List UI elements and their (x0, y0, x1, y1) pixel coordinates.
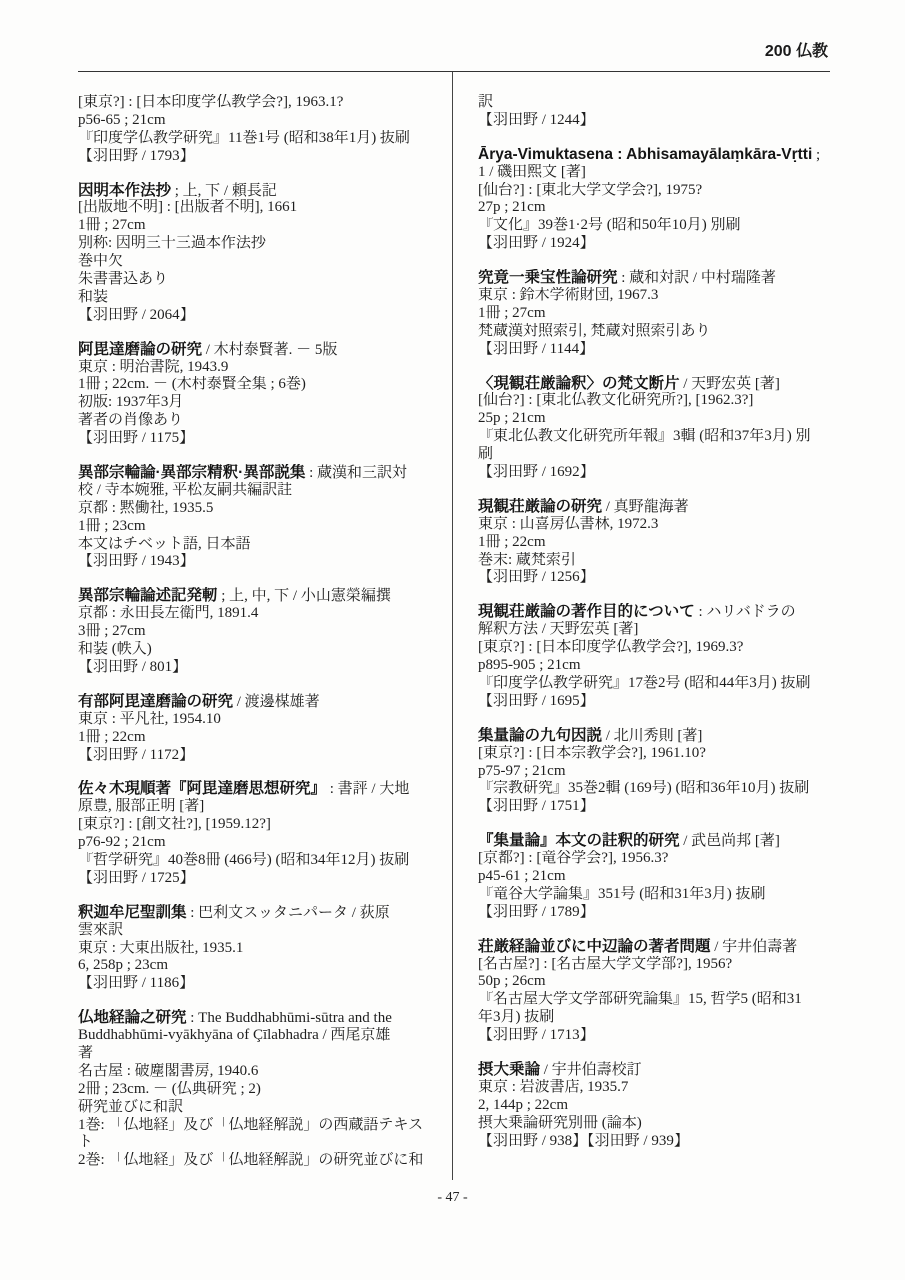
entry-detail-line: 校 / 寺本婉雅, 平松友嗣共編訳註 (78, 481, 293, 498)
entry-detail-line: 原豊, 服部正明 [著] (78, 798, 205, 815)
entry-detail-line: [東京?] : [日本宗教学会?], 1961.10? (478, 744, 706, 761)
entry-title: Ārya-Vimuktasena : Abhisamayālaṃkāra-Vṛtti (478, 145, 813, 163)
entry-detail-line: 刷 (478, 446, 494, 463)
holding-line: 【羽田野 / 801】 (78, 658, 188, 675)
entry-heading-line (478, 1061, 834, 1079)
entry-title: 因明本作法抄 (78, 181, 172, 199)
holding-line: 【羽田野 / 938】【羽田野 / 939】 (478, 1132, 689, 1149)
holding-line: 【羽田野 / 1943】 (78, 553, 195, 570)
entry-title: 摂大乗論 (478, 1060, 541, 1078)
entry-detail-line: 著者の肖像あり (78, 412, 184, 429)
entry-detail-line: 解釈方法 / 天野宏英 [著] (478, 621, 639, 638)
entry-detail-line: [東京?] : [創文社?], [1959.12?] (78, 816, 271, 833)
entry-detail-line: Buddhabhūmi-vyākhyāna of Çīlabhadra / 西尾京雄 (78, 1027, 391, 1044)
catalog-entry (478, 498, 834, 587)
entry-title: 集量論の九句因説 (478, 726, 603, 744)
entry-heading-line (478, 269, 834, 287)
entry-title: 異部宗輪論述記発軔 (78, 587, 218, 605)
entry-detail-line: 2, 144p ; 22cm (478, 1096, 568, 1113)
holding-line: 【羽田野 / 1713】 (478, 1027, 595, 1044)
entry-detail-line: 1 / 磯田熙文 [著] (478, 163, 586, 180)
entry-detail-line: 和装 (帙入) (78, 641, 152, 658)
entry-detail-line: 研究並びに和訳 (78, 1098, 184, 1115)
entry-heading-line (478, 832, 834, 850)
entry-detail-line: 1冊 ; 27cm (78, 217, 146, 234)
entry-detail-line: 2巻: 「仏地経」及び「仏地経解説」の研究並びに和 (78, 1152, 424, 1169)
entry-detail-line: 『東北仏教文化研究所年報』3輯 (昭和37年3月) 別 (478, 428, 811, 445)
entry-detail-line: p56-65 ; 21cm (78, 111, 166, 128)
entry-detail-line: 年3月) 抜刷 (478, 1009, 555, 1026)
entry-title: 現観荘厳論の著作目的について (478, 603, 695, 621)
entry-responsibility: / 宇井伯壽校訂 (540, 1061, 642, 1078)
holding-line: 【羽田野 / 1793】 (78, 147, 195, 164)
entry-title: 〈現観荘厳論釈〉の梵文断片 (478, 374, 680, 392)
entry-detail-line: 『文化』39巻1·2号 (昭和50年10月) 別刷 (478, 217, 741, 234)
entry-detail-line: 朱書書込あり (78, 271, 169, 288)
holding-line: 【羽田野 / 1175】 (78, 430, 195, 447)
entry-detail-line: 訳 (478, 94, 494, 110)
entry-responsibility: : 蔵和対訳 / 中村瑞隆著 (617, 270, 776, 287)
entry-detail-line: 1巻: 「仏地経」及び「仏地経解説」の西蔵語テキス (78, 1116, 424, 1133)
entry-heading-line (478, 603, 834, 621)
entry-detail-line: 東京 : 鈴木学術財団, 1967.3 (478, 287, 659, 304)
catalog-entry (478, 269, 834, 358)
entry-detail-line: 2冊 ; 23cm. － (仏典研究 ; 2) (78, 1080, 261, 1097)
catalog-entry (78, 182, 434, 325)
entry-detail-line: 1冊 ; 22cm (78, 728, 146, 745)
entry-detail-line: [名古屋?] : [名古屋大学文学部?], 1956? (478, 955, 733, 972)
entry-detail-line: 別称: 因明三十三過本作法抄 (78, 235, 266, 252)
entry-detail-line: 巻末: 蔵梵索引 (478, 551, 576, 568)
entry-detail-line: 京都 : 黙働社, 1935.5 (78, 499, 214, 516)
catalog-entry (478, 603, 834, 710)
header-rule (78, 71, 830, 72)
catalog-entry (78, 904, 434, 993)
entry-heading-line (478, 727, 834, 745)
entry-title: 荘厳経論並びに中辺論の著者問題 (478, 937, 711, 955)
entry-heading-line (78, 182, 434, 200)
entry-detail-line: 京都 : 永田長左衛門, 1891.4 (78, 605, 259, 622)
holding-line: 【羽田野 / 1144】 (478, 340, 595, 357)
entry-heading-line (78, 464, 434, 482)
entry-detail-line: 摂大乗論研究別冊 (論本) (478, 1114, 642, 1131)
entry-detail-line: 1冊 ; 22cm. － (木村泰賢全集 ; 6巻) (78, 376, 306, 393)
catalog-entry (78, 94, 434, 166)
entry-detail-line: 本文はチベット語, 日本語 (78, 535, 251, 552)
catalog-entry (78, 1009, 434, 1170)
entry-detail-line: 『印度学仏教学研究』11巻1号 (昭和38年1月) 抜刷 (78, 129, 410, 146)
entry-heading-line (478, 375, 834, 393)
entry-detail-line: 6, 258p ; 23cm (78, 957, 168, 974)
entry-responsibility: / 武邑尚邦 [著] (679, 833, 780, 850)
entry-detail-line: 『名古屋大学文学部研究論集』15, 哲学5 (昭和31 (478, 991, 802, 1008)
entry-detail-line: 3冊 ; 27cm (78, 623, 146, 640)
holding-line: 【羽田野 / 1692】 (478, 464, 595, 481)
entry-detail-line: 雲來訳 (78, 921, 124, 938)
left-column (78, 94, 434, 1186)
catalog-entry (478, 832, 834, 921)
entry-detail-line: p76-92 ; 21cm (78, 834, 166, 851)
holding-line: 【羽田野 / 1256】 (478, 569, 595, 586)
entry-heading-line (478, 146, 834, 164)
entry-heading-line (78, 587, 434, 605)
entry-responsibility: / 木村泰賢著. － 5版 (202, 341, 338, 358)
entry-responsibility: ; (812, 146, 821, 163)
entry-detail-line: 1冊 ; 27cm (478, 304, 546, 321)
entry-responsibility: : ハリバドラの (694, 604, 796, 621)
column-divider (452, 72, 453, 1180)
catalog-entry (478, 146, 834, 253)
entry-detail-line: 東京 : 大東出版社, 1935.1 (78, 939, 244, 956)
holding-line: 【羽田野 / 1186】 (78, 975, 195, 992)
entry-responsibility: : 蔵漢和三訳対 (305, 465, 407, 482)
entry-detail-line: 1冊 ; 23cm (78, 517, 146, 534)
entry-detail-line: 『哲学研究』40巻8冊 (466号) (昭和34年12月) 抜刷 (78, 851, 410, 868)
entry-detail-line: 著 (78, 1044, 94, 1061)
entry-detail-line: 『宗教研究』35巻2輯 (169号) (昭和36年10月) 抜刷 (478, 780, 810, 797)
entry-detail-line: 25p ; 21cm (478, 410, 546, 427)
entry-detail-line: [出版地不明] : [出版者不明], 1661 (78, 199, 298, 216)
entry-detail-line: 『印度学仏教学研究』17巻2号 (昭和44年3月) 抜刷 (478, 674, 811, 691)
entry-detail-line: [東京?] : [日本印度学仏教学会?], 1969.3? (478, 639, 744, 656)
entry-detail-line: 初版: 1937年3月 (78, 394, 184, 411)
entry-title: 究竟一乗宝性論研究 (478, 269, 618, 287)
catalog-entry (478, 727, 834, 816)
catalog-entry (78, 780, 434, 887)
entry-detail-line: 東京 : 平凡社, 1954.10 (78, 710, 221, 727)
entry-detail-line: 東京 : 岩波書店, 1935.7 (478, 1078, 629, 1095)
holding-line: 【羽田野 / 1172】 (78, 746, 195, 763)
entry-title: 阿毘達磨論の研究 (78, 340, 203, 358)
entry-heading-line (78, 1009, 434, 1027)
entry-detail-line: ト (78, 1134, 94, 1151)
entry-detail-line: 梵蔵漢対照索引, 梵蔵対照索引あり (478, 322, 711, 339)
catalog-entry (478, 375, 834, 482)
catalog-entry (478, 938, 834, 1045)
entry-detail-line: p75-97 ; 21cm (478, 762, 566, 779)
entry-responsibility: / 宇井伯壽著 (710, 938, 798, 955)
holding-line: 【羽田野 / 1789】 (478, 903, 595, 920)
entry-detail-line: 巻中欠 (78, 253, 124, 270)
entry-responsibility: : 書評 / 大地 (326, 781, 410, 798)
holding-line: 【羽田野 / 1924】 (478, 235, 595, 252)
holding-line: 【羽田野 / 1244】 (478, 111, 595, 128)
entry-detail-line: 50p ; 26cm (478, 973, 546, 990)
entry-title: 佐々木現順著『阿毘達磨思想研究』 (78, 780, 327, 798)
entry-detail-line: 27p ; 21cm (478, 199, 546, 216)
entry-title: 異部宗輪論·異部宗精釈·異部説集 (78, 464, 306, 482)
entry-detail-line: [仙台?] : [東北大学文学会?], 1975? (478, 181, 703, 198)
entry-title: 釈迦牟尼聖訓集 (78, 903, 187, 921)
holding-line: 【羽田野 / 1725】 (78, 869, 195, 886)
entry-title: 『集量論』本文の註釈的研究 (478, 832, 680, 850)
entry-heading-line (478, 938, 834, 956)
entry-detail-line: 名古屋 : 破塵閣書房, 1940.6 (78, 1062, 259, 1079)
entry-responsibility: / 天野宏英 [著] (679, 375, 780, 392)
entry-detail-line: 『竜谷大学論集』351号 (昭和31年3月) 抜刷 (478, 885, 766, 902)
catalog-entry (478, 94, 834, 130)
section-heading: 200 仏教 (764, 43, 828, 60)
entry-heading-line (78, 341, 434, 359)
entry-responsibility: : The Buddhabhūmi-sūtra and the (186, 1010, 392, 1027)
entry-detail-line: 1冊 ; 22cm (478, 533, 546, 550)
right-column (478, 94, 834, 1186)
entry-responsibility: / 渡邊楳雄著 (233, 693, 320, 710)
entry-detail-line: 和装 (78, 288, 109, 305)
entry-title: 有部阿毘達磨論の研究 (78, 692, 234, 710)
holding-line: 【羽田野 / 2064】 (78, 306, 195, 323)
entry-detail-line: p45-61 ; 21cm (478, 867, 566, 884)
catalog-entry (78, 693, 434, 765)
holding-line: 【羽田野 / 1751】 (478, 798, 595, 815)
entry-responsibility: / 北川秀則 [著] (602, 727, 703, 744)
entry-detail-line: [京都?] : [竜谷学会?], 1956.3? (478, 850, 669, 867)
entry-detail-line: p895-905 ; 21cm (478, 657, 581, 674)
entry-responsibility: : 巴利文スッタニパータ / 荻原 (186, 904, 390, 921)
page-number: - 47 - (437, 1190, 468, 1205)
entry-heading-line (78, 693, 434, 711)
catalog-entry (78, 464, 434, 571)
entry-title: 現観荘厳論の研究 (478, 497, 603, 515)
entry-title: 仏地経論之研究 (78, 1009, 187, 1027)
entry-detail-line: 東京 : 明治書院, 1943.9 (78, 358, 229, 375)
entry-heading-line (78, 904, 434, 922)
entry-responsibility: ; 上, 下 / 頼長記 (171, 182, 277, 199)
entry-responsibility: / 真野龍海著 (602, 498, 689, 515)
holding-line: 【羽田野 / 1695】 (478, 692, 595, 709)
entry-heading-line (78, 780, 434, 798)
catalog-entry (78, 341, 434, 448)
entry-detail-line: [仙台?] : [東北仏教文化研究所?], [1962.3?] (478, 392, 754, 409)
entry-detail-line: 東京 : 山喜房仏書林, 1972.3 (478, 515, 659, 532)
entry-responsibility: ; 上, 中, 下 / 小山憲榮編撰 (217, 588, 391, 605)
entry-heading-line (478, 498, 834, 516)
entry-detail-line: [東京?] : [日本印度学仏教学会?], 1963.1? (78, 94, 344, 110)
catalog-entry (78, 587, 434, 676)
catalog-entry (478, 1061, 834, 1150)
